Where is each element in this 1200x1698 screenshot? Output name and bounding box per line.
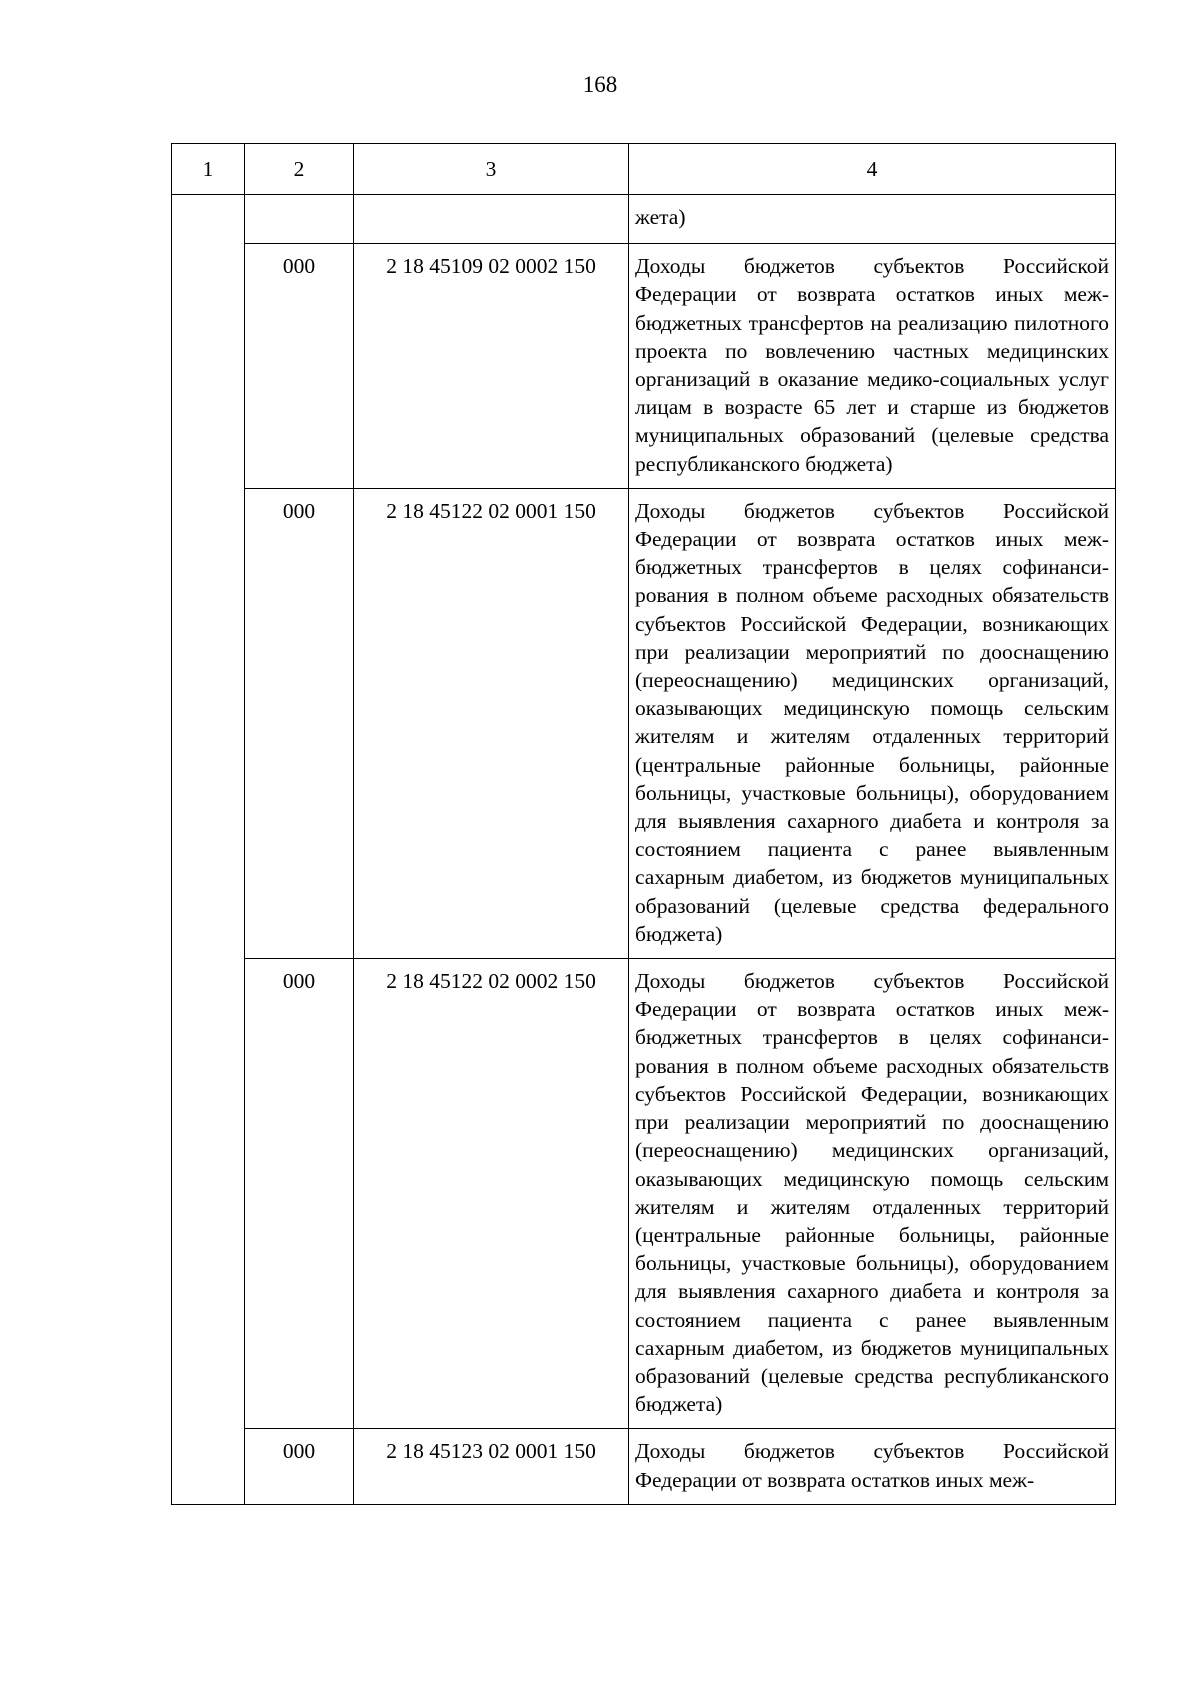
table-row [172, 1429, 1116, 1504]
description-cell: жета) [629, 195, 1116, 244]
income-code-cell: 2 18 45123 02 0001 150 [354, 1429, 629, 1504]
admin-code-cell: 000 [245, 1429, 354, 1504]
group-cell [172, 195, 245, 1505]
income-codes-table [171, 143, 1116, 1505]
column-header-3: 3 [354, 144, 629, 195]
table-row [172, 959, 1116, 1429]
description-cell: Доходы бюджетов субъектов Российской Федерации от возврата остатков иных межбюджетных трансфертов на реализацию пилотного проекта по вовлечению частных медицинских организаций в оказание медико-социальных услуг лицам в возрасте 65 лет и старше из бюджетов муниципальных образований (целевые средства республиканского бюджета) [629, 244, 1116, 489]
column-header-2: 2 [245, 144, 354, 195]
table-row [172, 488, 1116, 958]
admin-code-cell: 000 [245, 488, 354, 958]
column-header-1: 1 [172, 144, 245, 195]
table-header-row [172, 144, 1116, 195]
description-cell: Доходы бюджетов субъектов Российской Федерации от возврата остатков иных межбюджетных трансфертов в целях софинансирования в полном объеме расходных обязательств субъектов Российской Федерации, возникающих при реализации мероприятий по дооснащению (переоснащению) медицинских организаций, оказывающих медицинскую помощь сельским жителям и жителям отдаленных территорий (центральные районные больницы, районные больницы, участковые больницы), оборудованием для выявления сахарного диабета и контроля за состоянием пациента с ранее выявленным сахарным диабетом, из бюджетов муниципальных образований (целевые средства республиканского бюджета) [629, 959, 1116, 1429]
admin-code-cell: 000 [245, 244, 354, 489]
table-row [172, 244, 1116, 489]
admin-code-cell [245, 195, 354, 244]
description-cell: Доходы бюджетов субъектов Российской Федерации от возврата остатков иных межбюджетных трансфертов в целях софинансирования в полном объеме расходных обязательств субъектов Российской Федерации, возникающих при реализации мероприятий по дооснащению (переоснащению) медицинских организаций, оказывающих медицинскую помощь сельским жителям и жителям отдаленных территорий (центральные районные больницы, районные больницы, участковые больницы), оборудованием для выявления сахарного диабета и контроля за состоянием пациента с ранее выявленным сахарным диабетом, из бюджетов муниципальных образований (целевые средства федерального бюджета) [629, 488, 1116, 958]
income-code-cell: 2 18 45122 02 0002 150 [354, 959, 629, 1429]
page-number: 168 [582, 72, 618, 97]
column-header-4: 4 [629, 144, 1116, 195]
table-row-continuation [172, 195, 1116, 244]
description-cell: Доходы бюджетов субъектов Российской Федерации от возврата остатков иных меж- [629, 1429, 1116, 1504]
admin-code-cell: 000 [245, 959, 354, 1429]
income-code-cell: 2 18 45122 02 0001 150 [354, 488, 629, 958]
income-code-cell [354, 195, 629, 244]
income-code-cell: 2 18 45109 02 0002 150 [354, 244, 629, 489]
